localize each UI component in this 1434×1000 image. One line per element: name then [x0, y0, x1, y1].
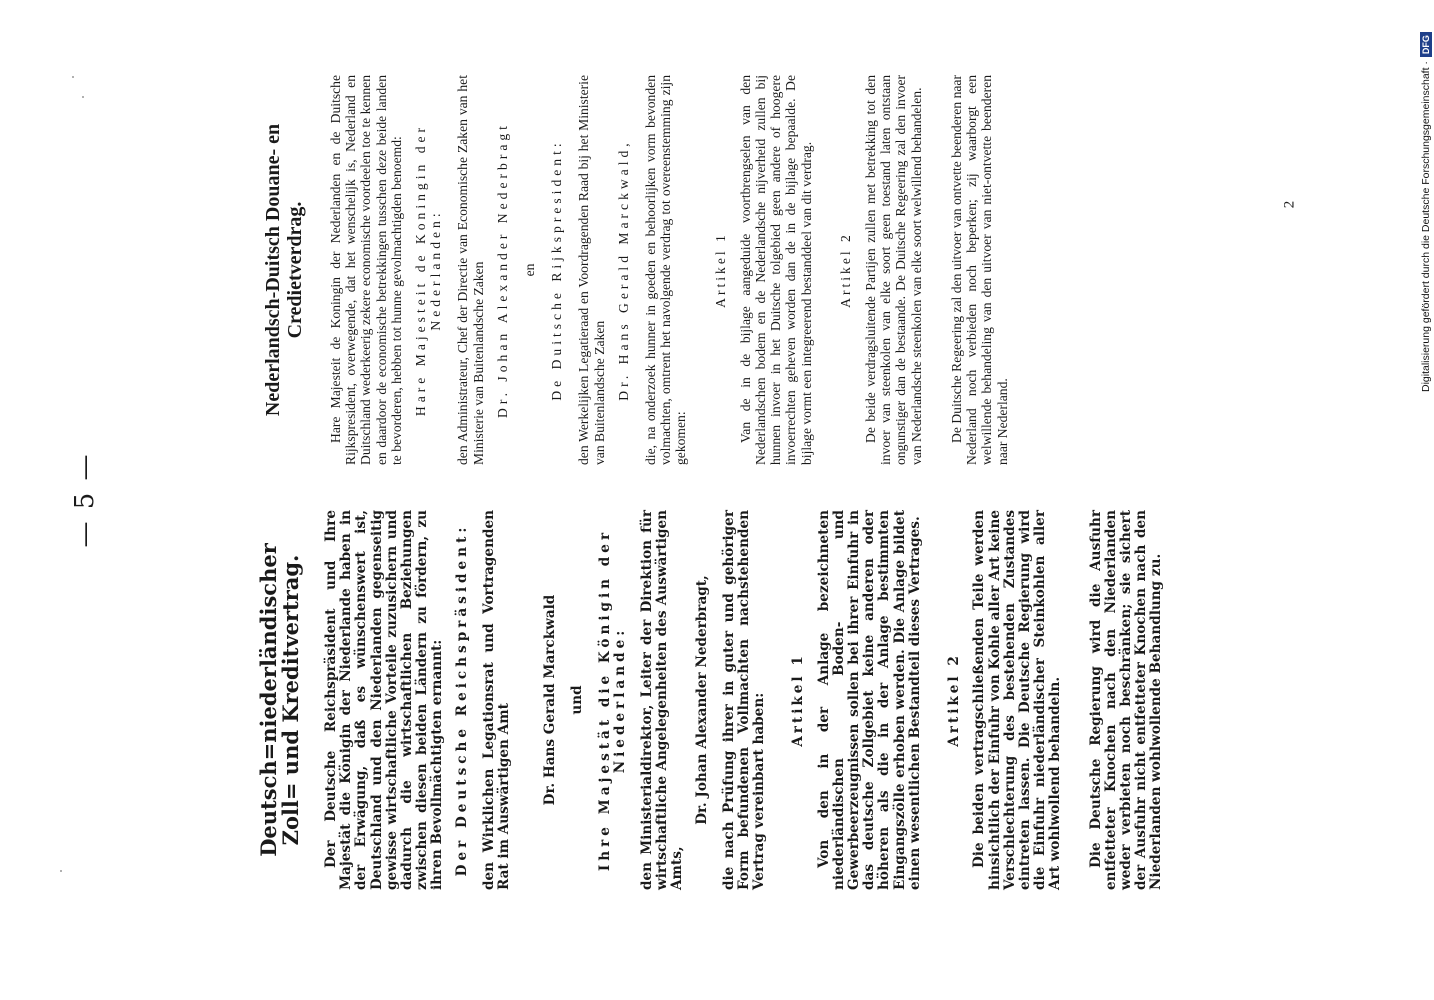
dutch-article2-text1: De beide verdragsluitende Partijen zullen met betrekking tot den invoer van steenkolen van elke soort geen toestand laten ontstaan ongunstiger dan de bestaande. De Duitsche Regeering zal den invoer van Nederlandsche steenkolen van elke soort welwillend behandelen. [863, 75, 924, 465]
dutch-party1-heading: Hare Majesteit de Koningin der Nederlanden: [413, 123, 444, 417]
german-article1-text: Von den in der Anlage bezeichneten niederländischen Boden- und Gewerbeerzeugnissen sollen bei ihrer Einfuhr in das deutsche Zollgebiet keine anderen oder höheren als die in der Anlage bestimmten Eingangszölle erhoben werden. Die Anlage bildet einen wesentlichen Bestandteil dieses Vertrages. [815, 510, 923, 890]
dutch-party1-desc: den Administrateur, Chef der Directie van Economische Zaken van het Ministerie van Buitenlandsche Zaken [455, 75, 486, 465]
dutch-article1-heading: Artikel 1 [712, 232, 728, 308]
german-party2-name: Dr. Johan Alexander Nederbragt, [693, 575, 710, 825]
dutch-article1-text: Van de in de bijlage aangeduide voortbrengselen van den Nederlandschen bodem en de Nederlandsche nijverheid zullen bij hunnen invoer in het Duitsche tolgebied geen andere of hoogere invoerrechten geheven worden dan de in de bijlage bepaalde. De bijlage vormt een integreerend bestanddeel van dit verdrag. [737, 75, 814, 465]
digitization-note: Digitalisierung gefördert durch die Deutsche Forschungsgemeinschaft · [1420, 61, 1432, 392]
dutch-party2-name: Dr. Hans Gerald Marckwald, [615, 139, 631, 401]
dutch-party1-name: Dr. Johan Alexander Nederbragt [494, 122, 510, 418]
dutch-article2-text2: De Duitsche Regeering zal den uitvoer van ontvette beenderen naar Nederland noch verbieden noch beperken; zij waarborgt een welwillende behandeling van den uitvoer van niet-ontvette beenderen naar Nederland. [948, 75, 1010, 465]
dutch-article2-heading: Artikel 2 [837, 232, 853, 308]
sheet-mark: 2 [1281, 200, 1298, 209]
page-number: — 5 — [70, 452, 100, 548]
german-party1-name: Dr. Hans Gerald Marckwald [542, 594, 559, 806]
german-article2-text2: Die Deutsche Regierung wird die Ausfuhr entfetteter Knochen nach den Niederlanden weder verbieten noch beschränken; sie sichert der Ausfuhr nicht entfetteter Knochen nach den Niederlanden wohlwollende Behandlung zu. [1087, 510, 1165, 890]
german-article1-heading: Artikel 1 [790, 653, 807, 747]
dutch-party2-desc: den Werkelijken Legatieraad en Voordragenden Raad bij het Ministerie van Buitenlandsche Zaken [576, 75, 607, 465]
german-and: und [569, 685, 586, 715]
dutch-and: en [522, 263, 538, 277]
german-party2-heading: Ihre Majestät die Königin der Niederlande: [596, 528, 628, 872]
digitization-credit [1418, 8, 1434, 392]
german-party2-desc: den Ministerialdirektor, Leiter der Direktion für wirtschaftliche Angelegenheiten des Auswärtigen Amts, [639, 510, 686, 890]
german-party1-desc: den Wirklichen Legationsrat und Vortragenden Rat im Auswärtigen Amt [480, 510, 513, 890]
german-column [258, 510, 1174, 890]
dfg-logo: DFG [1420, 32, 1432, 57]
german-party1-heading: Der Deutsche Reichspräsident: [453, 523, 470, 877]
german-article2-text1: Die beiden vertragschließenden Teile werden hinsichtlich der Einfuhr von Kohle aller Art keine Verschlechterung des bestehenden Zustandes eintreten lassen. Die Deutsche Regierung wird die Einfuhr niederländischer Steinkohlen aller Art wohlwollend behandeln. [971, 510, 1064, 890]
dutch-agreement: die, na onderzoek hunner in goeden en behoorlijken vorm bevonden volmachten, omtrent het navolgende verdrag tot overeenstemming zijn gekomen: [643, 75, 689, 465]
dutch-party2-heading: De Duitsche Rijkspresident: [549, 139, 565, 401]
german-title: Deutsch=niederländischer Zoll= und Kreditvertrag. [256, 543, 303, 857]
german-article2-heading: Artikel 2 [946, 653, 963, 747]
dutch-column [262, 75, 1019, 465]
dutch-intro: Hare Majesteit de Koningin der Nederlanden en de Duitsche Rijkspresident, overwegende, dat het wenschelijk is, Nederland en Duitschland wederkeerig zekere economische voordeelen toe te kennen en daardoor de economische betrekkingen tusschen deze beide landen te bevorderen, hebben tot hunne gevolmachtigden benoemd: [328, 75, 404, 465]
dutch-title: Nederlandsch-Duitsch Douane- en Credietverdrag. [262, 123, 306, 417]
german-agreement: die nach Prüfung ihrer in guter und gehöriger Form befundenen Vollmachten nachstehenden Vertrag vereinbart haben: [720, 510, 768, 890]
german-intro: Der Deutsche Reichspräsident und Ihre Majestät die Königin der Niederlande haben in der Erwägung, daß es wünschenswert ist, Deutschland und den Niederlanden gegenseitig gewisse wirtschaftliche Vorteile zuzusichern und dadurch die wirtschaftlichen Beziehungen zwischen diesen beiden Ländern zu fördern, zu ihren Bevollmächtigten ernannt: [323, 510, 446, 890]
